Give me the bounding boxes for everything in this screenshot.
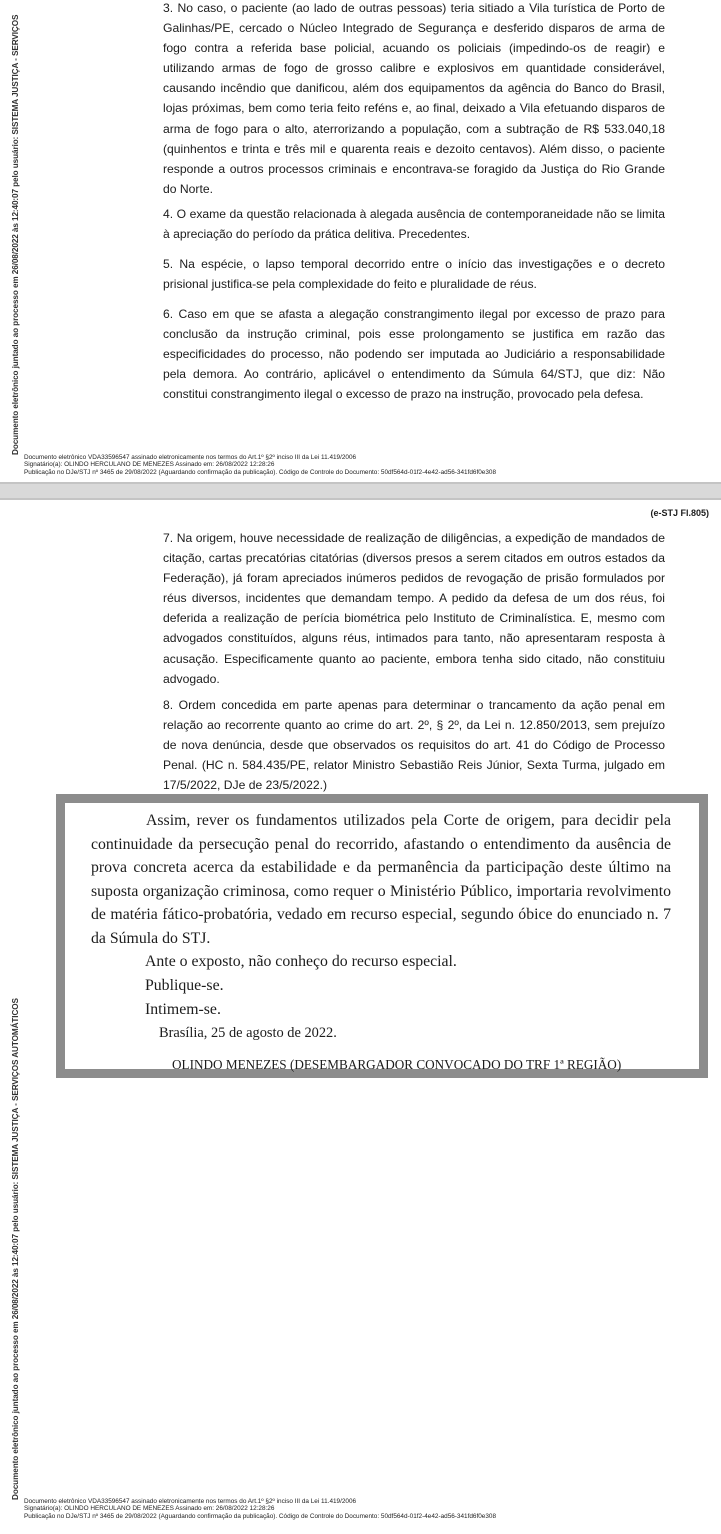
decision-line: Ante o exposto, não conheço do recurso especial. <box>145 953 457 970</box>
decision-line: Intimem-se. <box>145 1001 221 1018</box>
side-stamp-text: Documento eletrônico juntado ao processo em 26/08/2022 às 12:40:07 pelo usuário: SISTEMA JUSTIÇA - SERVIÇOS <box>11 14 20 455</box>
stamp-line: Signatário(a): OLINDO HERCULANO DE MENEZES Assinado em: 26/08/2022 12:28:26 <box>24 461 275 469</box>
paragraph-4: 4. O exame da questão relacionada à alegada ausência de contemporaneidade não se limita à apreciação do período da prática delitiva. Precedentes. <box>163 207 665 242</box>
decision-signature: OLINDO MENEZES (DESEMBARGADOR CONVOCADO DO TRF 1ª REGIÃO) <box>172 1057 622 1072</box>
stamp-line: Documento eletrônico VDA33596547 assinado eletronicamente nos termos do Art.1º §2º inciso III da Lei 11.419/2006 <box>24 454 357 461</box>
signature-stamp <box>24 1498 496 1520</box>
paragraph-8: 8. Ordem concedida em parte apenas para determinar o trancamento da ação penal em relação ao recorrente quanto ao crime do art. 2º, § 2º, da Lei n. 12.850/2013, sem prejuízo de nova denúncia, desde que observados os requisitos do art. 41 do Código de Processo Penal. (HC n. 584.435/PE, relator Ministro Sebastião Reis Júnior, Sexta Turma, julgado em 17/5/2022, DJe de 23/5/2022.) <box>163 698 665 793</box>
stamp-line: Publicação no DJe/STJ nº 3465 de 29/08/2022 (Aguardando confirmação da publicação). Código de Controle do Documento: 50df564d-01f2-4e42-ad56-341fd6f0e308 <box>24 468 497 476</box>
side-stamp-text: Documento eletrônico juntado ao processo em 26/08/2022 às 12:40:07 pelo usuário: SISTEMA JUSTIÇA - SERVIÇOS AUTOMÁTICOS <box>11 998 20 1500</box>
signature-stamp <box>24 454 496 476</box>
stamp-line: Signatário(a): OLINDO HERCULANO DE MENEZES Assinado em: 26/08/2022 12:28:26 <box>24 1505 275 1513</box>
paragraph-5: 5. Na espécie, o lapso temporal decorrido entre o início das investigações e o decreto prisional justifica-se pela complexidade do feito e pluralidade de réus. <box>163 257 665 292</box>
paragraph-3: 3. No caso, o paciente (ao lado de outras pessoas) teria sitiado a Vila turística de Porto de Galinhas/PE, cercado o Núcleo Integrado de Segurança e desferido disparos de arma de fogo contra a referida base policial, acuando os policiais (impedindo-os de reagir) e utilizando armas de fogo de grosso calibre e explosivos em quantidade considerável, causando incêndio que danificou, além dos equipamentos da agência do Banco do Brasil, lojas próximas, bem como teria feito reféns e, ao final, deixado a Vila efetuando disparos de arma de fogo para o alto, aterrorizando a população, com a subtração de R$ 533.040,18 (quinhentos e trinta e três mil e quarenta reais e dezoito centavos). Além disso, o paciente responde a outros processos criminais e encontrava-se foragido da Justiça do Rio Grande do Norte. <box>163 1 665 196</box>
decision-date: Brasília, 25 de agosto de 2022. <box>159 1025 337 1041</box>
document-page-1 <box>0 0 721 482</box>
page-separator <box>0 482 721 500</box>
decision-text: Assim, rever os fundamentos utilizados pela Corte de origem, para decidir pela continuidade da persecução penal do recorrido, afastando o entendimento da ausência de prova concreta acerca da estabilidade e da permanência da participação deste último na suposta organização criminosa, como requer o Ministério Público, importaria revolvimento de matéria fático-probatória, vedado em recurso especial, segundo óbice do enunciado n. 7 da Súmula do STJ. <box>91 812 671 947</box>
stamp-line: Documento eletrônico VDA33596547 assinado eletronicamente nos termos do Art.1º §2º inciso III da Lei 11.419/2006 <box>24 1498 357 1505</box>
decision-line: Publique-se. <box>145 977 224 994</box>
folio-label: (e-STJ Fl.805) <box>650 508 709 518</box>
document-page-2 <box>0 500 721 1534</box>
stamp-line: Publicação no DJe/STJ nº 3465 de 29/08/2022 (Aguardando confirmação da publicação). Código de Controle do Documento: 50df564d-01f2-4e42-ad56-341fd6f0e308 <box>24 1512 497 1520</box>
decision-box <box>56 794 708 1078</box>
paragraph-6: 6. Caso em que se afasta a alegação constrangimento ilegal por excesso de prazo para conclusão da instrução criminal, pois esse prolongamento se justifica em razão das especificidades do processo, não podendo ser imputada ao Judiciário a responsabilidade pela demora. Ao contrário, aplicável o entendimento da Súmula 64/STJ, que diz: Não constitui constrangimento ilegal o excesso de prazo na instrução, provocado pela defesa. <box>163 307 665 402</box>
side-stamp <box>4 970 20 1500</box>
paragraph-7: 7. Na origem, houve necessidade de realização de diligências, a expedição de mandados de citação, cartas precatórias citatórias (diversos presos a serem citados em outros estados da Federação), já foram apreciados inúmeros pedidos de revogação de prisão formulados por réus diversos, incidentes que demandam tempo. A pedido da defesa de um dos réus, foi deferida a realização de perícia biométrica pelo Instituto de Criminalística. E, mesmo com advogados constituídos, alguns réus, intimados para tanto, não apresentaram resposta à acusação. Especificamente quanto ao paciente, embora tenha sido citado, não constituiu advogado. <box>163 531 665 686</box>
side-stamp <box>4 0 20 455</box>
